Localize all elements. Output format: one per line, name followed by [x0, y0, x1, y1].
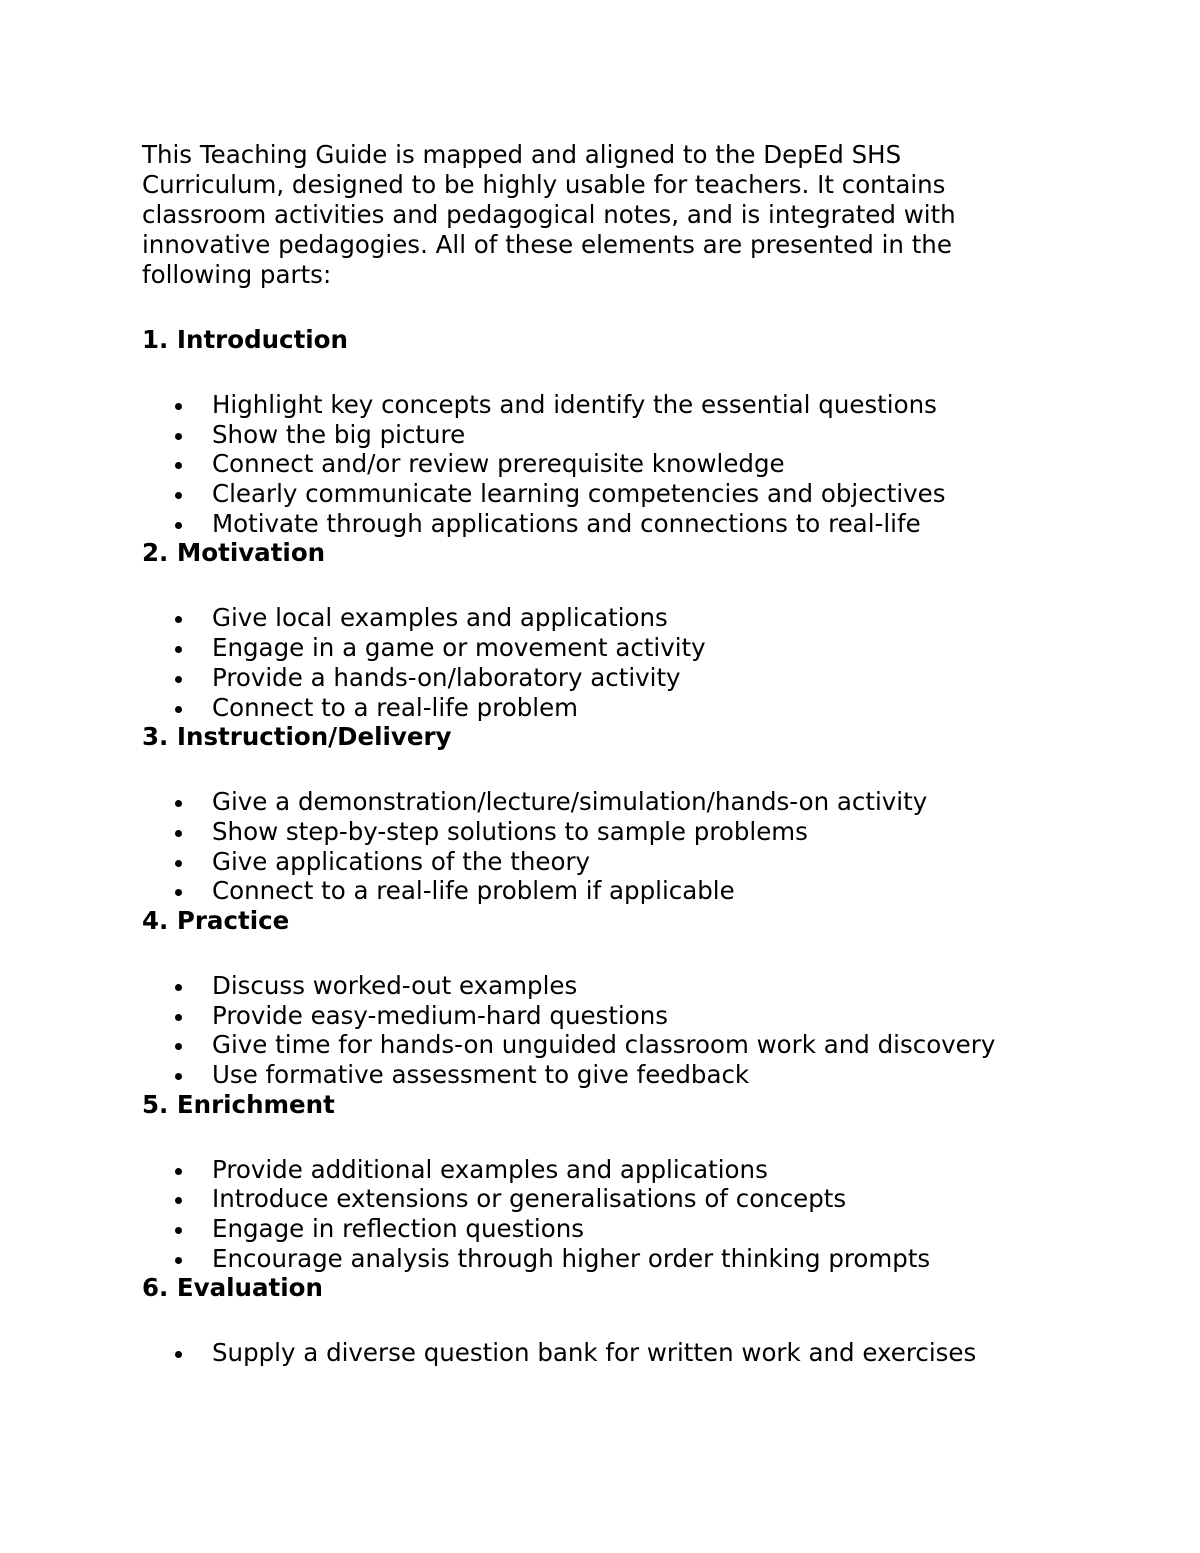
bullet-icon — [175, 984, 182, 991]
bullet-icon — [175, 462, 182, 469]
bullet-icon — [175, 800, 182, 807]
section-number: 3. — [142, 722, 169, 752]
list-item — [142, 1030, 1142, 1060]
list-item — [142, 509, 1142, 539]
bullet-icon — [175, 830, 182, 837]
bullet-icon — [175, 1227, 182, 1234]
section-title: Evaluation — [176, 1273, 323, 1303]
list-item — [142, 390, 1142, 420]
list-item — [142, 663, 1142, 693]
list-item — [142, 876, 1142, 906]
bullet-icon — [175, 433, 182, 440]
list-item — [142, 479, 1142, 509]
document-page — [142, 140, 1142, 1368]
section-bullet-list — [142, 1338, 1142, 1368]
bullet-icon — [175, 646, 182, 653]
section-bullet-list — [142, 390, 1142, 538]
bullet-icon — [175, 889, 182, 896]
bullet-icon — [175, 1014, 182, 1021]
section-block — [142, 325, 1142, 538]
list-item-text: Clearly communicate learning competencies and objectives — [212, 479, 946, 509]
list-item — [142, 1214, 1142, 1244]
list-item — [142, 1060, 1142, 1090]
bullet-icon — [175, 1043, 182, 1050]
bullet-icon — [175, 706, 182, 713]
list-item-text: Use formative assessment to give feedback — [212, 1060, 750, 1089]
section-block — [142, 1273, 1142, 1368]
section-block — [142, 722, 1142, 906]
section-number: 4. — [142, 905, 169, 935]
section-bullet-list — [142, 787, 1142, 906]
list-item-text: Provide easy-medium-hard questions — [212, 1000, 669, 1030]
section-heading — [142, 722, 1142, 752]
list-item-text: Connect to a real-life problem — [212, 692, 579, 722]
list-item — [142, 449, 1142, 479]
section-number: 1. — [142, 325, 169, 354]
list-item-text: Supply a diverse question bank for written work and exercises — [212, 1338, 977, 1368]
bullet-icon — [175, 1168, 182, 1175]
intro-line: This Teaching Guide is mapped and aligned to the DepEd SHS — [142, 140, 902, 169]
list-item-text: Give time for hands-on unguided classroom work and discovery — [212, 1030, 996, 1060]
bullet-icon — [175, 403, 182, 410]
list-item — [142, 633, 1142, 663]
bullet-icon — [175, 1351, 182, 1358]
section-title: Practice — [176, 905, 290, 935]
list-item — [142, 693, 1142, 723]
list-item — [142, 847, 1142, 877]
list-item — [142, 603, 1142, 633]
section-heading — [142, 325, 1142, 355]
list-item-text: Discuss worked-out examples — [212, 970, 578, 1000]
list-item-text: Show step-by-step solutions to sample problems — [212, 816, 808, 846]
list-item — [142, 1001, 1142, 1031]
section-block — [142, 1090, 1142, 1274]
section-block — [142, 906, 1142, 1090]
list-item — [142, 817, 1142, 847]
section-number: 2. — [142, 538, 169, 568]
list-item — [142, 1244, 1142, 1274]
bullet-icon — [175, 676, 182, 683]
section-heading — [142, 906, 1142, 936]
bullet-icon — [175, 492, 182, 499]
list-item-text: Give applications of the theory — [212, 846, 591, 876]
list-item-text: Show the big picture — [212, 419, 466, 449]
list-item-text: Highlight key concepts and identify the essential questions — [212, 390, 937, 419]
section-title: Introduction — [176, 325, 348, 354]
list-item — [142, 971, 1142, 1001]
section-block — [142, 538, 1142, 722]
section-title: Enrichment — [176, 1089, 335, 1119]
list-item-text: Introduce extensions or generalisations of concepts — [212, 1184, 847, 1214]
section-heading — [142, 538, 1142, 568]
section-bullet-list — [142, 1155, 1142, 1274]
list-item-text: Engage in a game or movement activity — [212, 633, 706, 663]
bullet-icon — [175, 1197, 182, 1204]
intro-line: following parts: — [142, 260, 332, 289]
list-item-text: Provide additional examples and applications — [212, 1154, 768, 1184]
list-item-text: Engage in reflection questions — [212, 1214, 585, 1244]
list-item — [142, 787, 1142, 817]
list-item — [142, 420, 1142, 450]
intro-line: innovative pedagogies. All of these elements are presented in the — [142, 230, 952, 259]
list-item-text: Motivate through applications and connections to real-life — [212, 508, 921, 538]
bullet-icon — [175, 860, 182, 867]
section-heading — [142, 1090, 1142, 1120]
section-number: 5. — [142, 1089, 169, 1119]
section-bullet-list — [142, 971, 1142, 1090]
section-title: Instruction/Delivery — [176, 722, 452, 752]
intro-line: classroom activities and pedagogical notes, and is integrated with — [142, 200, 956, 229]
list-item-text: Provide a hands-on/laboratory activity — [212, 662, 681, 692]
list-item-text: Encourage analysis through higher order thinking prompts — [212, 1243, 931, 1273]
list-item — [142, 1155, 1142, 1185]
list-item-text: Give a demonstration/lecture/simulation/hands-on activity — [212, 787, 928, 817]
section-bullet-list — [142, 603, 1142, 722]
list-item — [142, 1184, 1142, 1214]
section-title: Motivation — [176, 538, 326, 568]
bullet-icon — [175, 1257, 182, 1264]
intro-paragraph — [142, 140, 1142, 290]
bullet-icon — [175, 616, 182, 623]
list-item-text: Connect and/or review prerequisite knowledge — [212, 449, 785, 479]
section-heading — [142, 1273, 1142, 1303]
list-item-text: Connect to a real-life problem if applicable — [212, 876, 735, 906]
bullet-icon — [175, 522, 182, 529]
bullet-icon — [175, 1073, 182, 1080]
sections-container — [142, 325, 1142, 1368]
list-item-text: Give local examples and applications — [212, 603, 668, 633]
section-number: 6. — [142, 1273, 169, 1303]
intro-line: Curriculum, designed to be highly usable for teachers. It contains — [142, 170, 946, 199]
list-item — [142, 1338, 1142, 1368]
